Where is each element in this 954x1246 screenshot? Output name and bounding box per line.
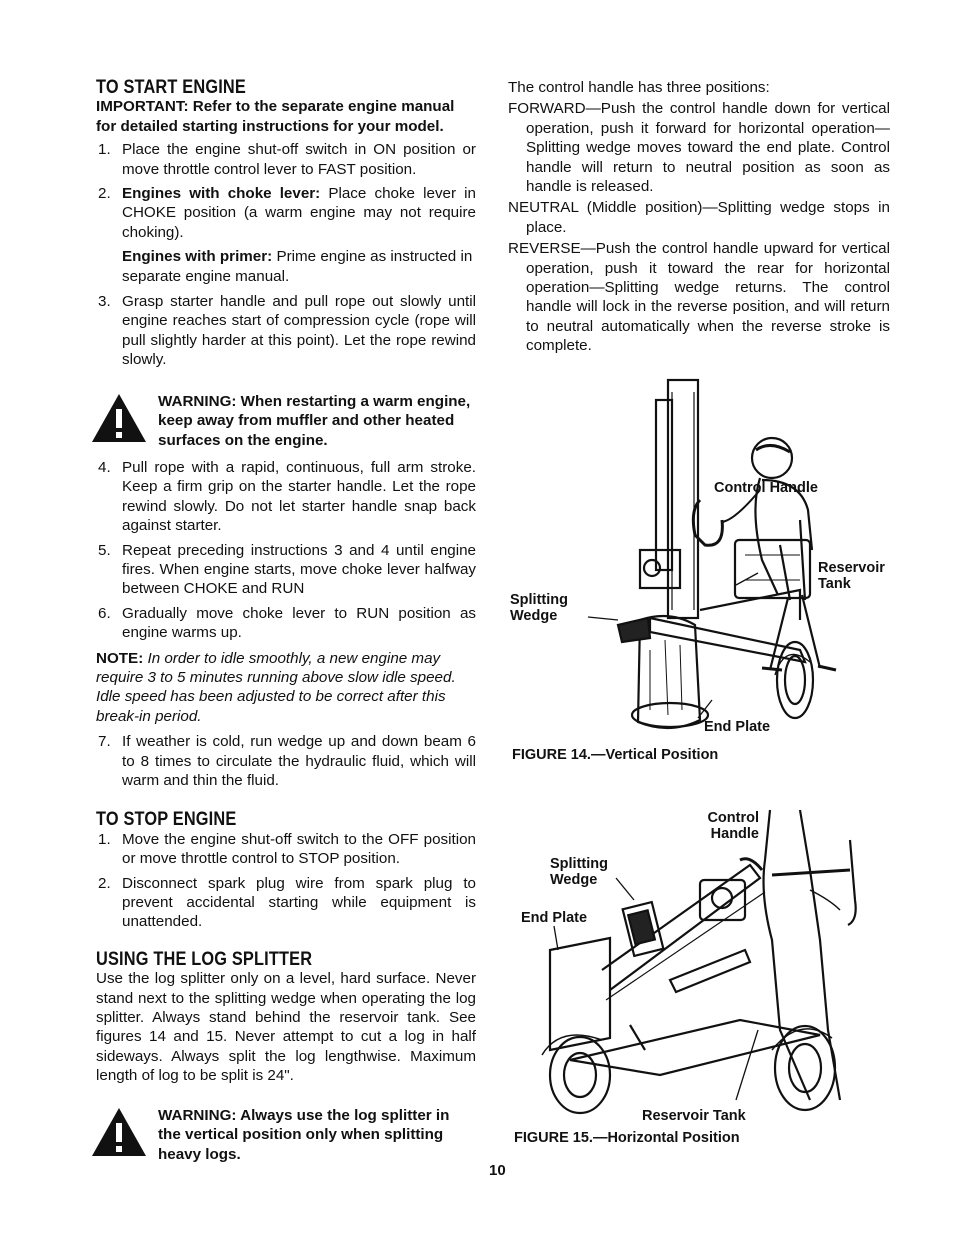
- important-note: IMPORTANT: Refer to the separate engine manual for detailed starting instructions for your model.: [96, 98, 455, 135]
- warning-text: WARNING: When restarting a warm engine, keep away from muffler and other heated surfaces on the engine.: [158, 392, 471, 449]
- fig15-control-handle-label: Control Handle: [707, 810, 759, 842]
- step-number: 4.: [98, 458, 111, 476]
- neutral-position: NEUTRAL (Middle position)—Splitting wedge stops in place.: [508, 199, 890, 236]
- start-step-5: [96, 541, 476, 599]
- idle-note: [96, 649, 476, 727]
- step-text: If weather is cold, run wedge up and down beam 6 to 8 times to circulate the hydraulic fluid, which will warm and thin the fluid.: [122, 733, 476, 789]
- warning-triangle-icon: [90, 1106, 148, 1158]
- start-step-1: [96, 140, 476, 179]
- figure-15-caption: FIGURE 15.—Horizontal Position: [514, 1130, 740, 1146]
- step-number: 1.: [98, 830, 111, 848]
- using-splitter-heading: USING THE LOG SPLITTER: [96, 948, 313, 970]
- stop-step-1: [96, 830, 476, 869]
- start-steps-list-b: [96, 458, 476, 643]
- warning-triangle-icon: [90, 392, 148, 444]
- page-number: 10: [489, 1162, 506, 1179]
- step-text: Gradually move choke lever to RUN position as engine warms up.: [122, 604, 476, 642]
- using-paragraph: Use the log splitter only on a level, hard surface. Never stand next to the splitting wedge when operating the log splitter. Always stand behind the reservoir tank. See figures 14 and 15. Never attempt to cut a log in half sideways. Always split the log lengthwise. Maximum length of log to be split is 24".: [96, 970, 476, 1085]
- step-number: 2.: [98, 185, 111, 203]
- fig14-splitting-wedge-label: Splitting Wedge: [510, 592, 568, 624]
- start-steps-list-c: [96, 732, 476, 790]
- start-step-7: [96, 732, 476, 790]
- stop-step-2: [96, 874, 476, 932]
- right-column: [508, 78, 890, 358]
- step-text: Repeat preceding instructions 3 and 4 until engine fires. When engine starts, move choke lever halfway between CHOKE and RUN: [122, 541, 476, 598]
- start-steps-list: [96, 140, 476, 242]
- start-steps-list-cont: [96, 292, 476, 370]
- step-text: Grasp starter handle and pull rope out slowly until engine reaches start of compression cycle (rope will pull slightly harder at this point). Let the rope rewind slowly.: [122, 293, 476, 369]
- fig14-control-handle-label: Control Handle: [714, 480, 818, 496]
- start-engine-heading: TO START ENGINE: [96, 77, 246, 98]
- stop-steps-list: [96, 830, 476, 932]
- left-column: [96, 78, 476, 1172]
- reverse-position: REVERSE—Push the control handle upward for vertical operation, push it toward the rear for horizontal operation—Splitting wedge returns. The control handle will lock in the reverse position, and will return to neutral automatically when the reverse stroke is complete.: [508, 240, 890, 355]
- fig14-reservoir-tank-label: Reservoir Tank: [818, 560, 885, 592]
- step-number: 3.: [98, 293, 111, 311]
- primer-paragraph: [96, 247, 476, 286]
- fig15-splitting-wedge-label: Splitting Wedge: [550, 856, 608, 888]
- figure-14-caption: FIGURE 14.—Vertical Position: [512, 747, 719, 763]
- figure-15: [510, 800, 900, 1130]
- primer-lead: Engines with primer:: [122, 248, 273, 266]
- warning-text: WARNING: Always use the log splitter in the vertical position only when splitting heavy logs.: [158, 1106, 450, 1163]
- stop-engine-heading: TO STOP ENGINE: [96, 809, 237, 831]
- control-intro: The control handle has three positions:: [508, 79, 770, 96]
- start-step-3: [96, 292, 476, 370]
- horizontal-splitter-illustration: [510, 800, 900, 1120]
- step-text: Place choke lever in CHOKE position (a warm engine may not require choking).: [122, 185, 476, 241]
- fig15-reservoir-tank-label: Reservoir Tank: [642, 1108, 746, 1124]
- primer-text: Prime engine as instructed in separate engine manual.: [122, 248, 473, 285]
- start-step-4: [96, 458, 476, 536]
- step-text: Disconnect spark plug wire from spark plug to prevent accidental starting while equipment is unattended.: [122, 874, 476, 931]
- step-lead: Engines with choke lever:: [122, 185, 321, 203]
- note-lead: NOTE:: [96, 649, 144, 667]
- fig15-end-plate-label: End Plate: [521, 910, 588, 926]
- note-text: In order to idle smoothly, a new engine may require 3 to 5 minutes running above slow idle speed. Idle speed has been adjusted to be correct after this break-in period.: [96, 649, 456, 725]
- warning-vertical: [96, 1106, 476, 1164]
- step-number: 2.: [98, 874, 111, 892]
- step-number: 1.: [98, 141, 111, 159]
- start-step-6: [96, 604, 476, 643]
- step-text: Place the engine shut-off switch in ON position or move throttle control lever to FAST position.: [122, 141, 476, 178]
- figure-14: [500, 370, 900, 770]
- step-number: 5.: [98, 541, 111, 559]
- step-number: 6.: [98, 604, 111, 622]
- step-number: 7.: [98, 733, 111, 751]
- step-text: Pull rope with a rapid, continuous, full arm stroke. Keep a firm grip on the starter handle. Let the rope rewind slowly. Do not let starter handle snap back against starter.: [122, 458, 476, 535]
- start-step-2: [96, 184, 476, 242]
- fig14-end-plate-label: End Plate: [704, 719, 771, 735]
- forward-position: FORWARD—Push the control handle down for vertical operation, push it forward for horizontal operation—Splitting wedge moves toward the end plate. Control handle will return to neutral position as soon as handle is released.: [508, 100, 890, 196]
- step-text: Move the engine shut-off switch to the OFF position or move throttle control to STOP position.: [122, 830, 476, 868]
- warning-restart: [96, 392, 476, 450]
